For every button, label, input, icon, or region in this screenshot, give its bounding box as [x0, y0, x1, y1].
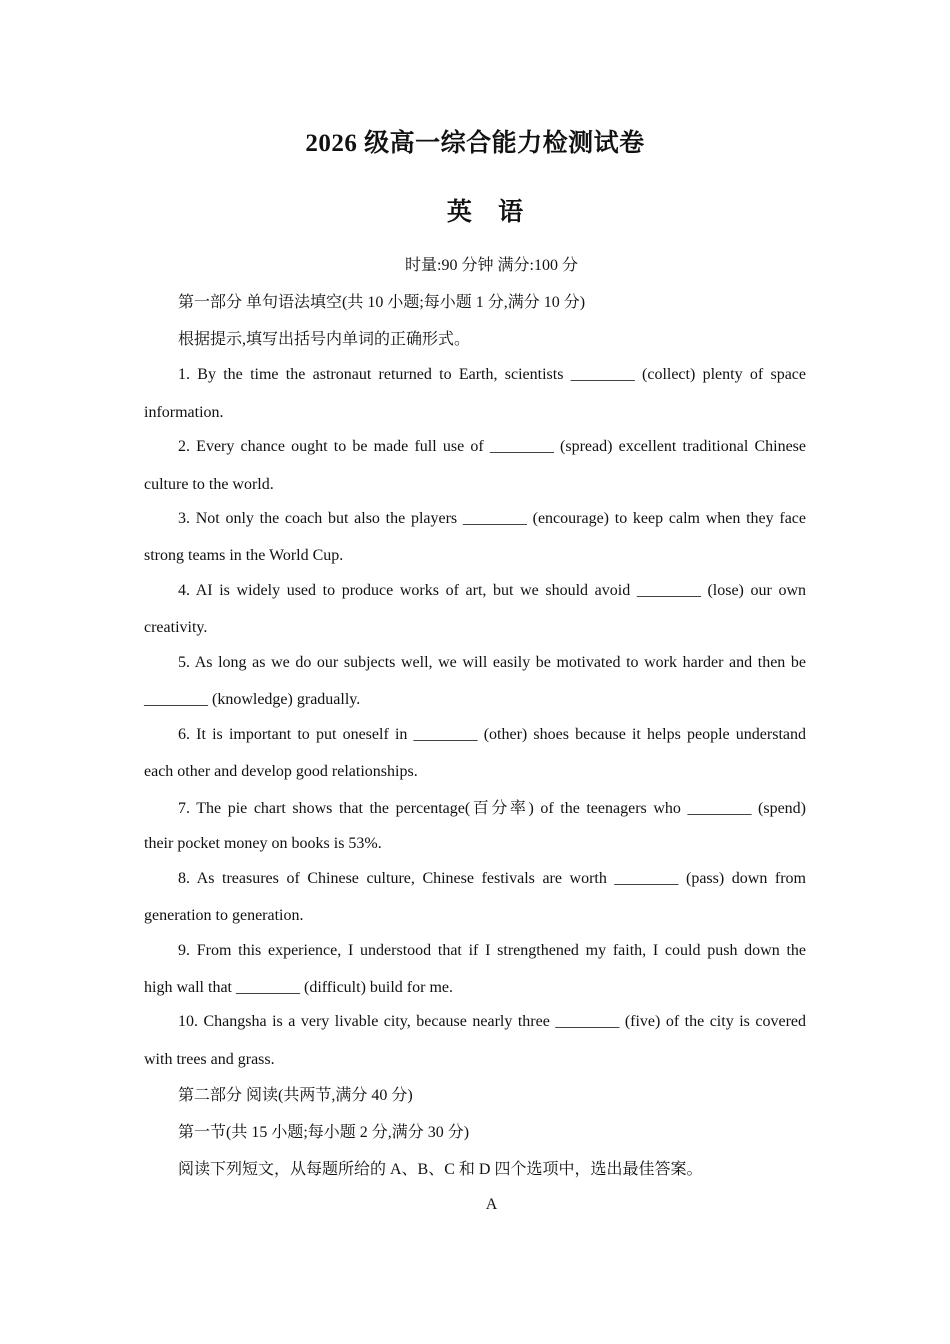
- part1-heading: 第一部分 单句语法填空(共 10 小题;每小题 1 分,满分 10 分): [178, 294, 586, 311]
- question-2-line1: 2. Every chance ought to be made full use of ________ (spread) excellent traditional Chinese: [178, 438, 806, 455]
- question-3-line1: 3. Not only the coach but also the players ________ (encourage) to keep calm when they face: [178, 510, 806, 527]
- question-1-line1: 1. By the time the astronaut returned to Earth, scientists ________ (collect) plenty of space: [178, 366, 806, 383]
- question-8-line1: 8. As treasures of Chinese culture, Chinese festivals are worth ________ (pass) down from: [178, 870, 806, 887]
- question-10-line2: with trees and grass.: [144, 1051, 275, 1068]
- exam-time-and-score: 时量:90 分钟 满分:100 分: [405, 257, 578, 274]
- exam-title: 2026 级高一综合能力检测试卷: [305, 130, 645, 157]
- question-6-line1: 6. It is important to put oneself in ________ (other) shoes because it helps people understand: [178, 726, 806, 743]
- question-1-line2: information.: [144, 404, 224, 421]
- question-10-line1: 10. Changsha is a very livable city, because nearly three ________ (five) of the city is covered: [178, 1013, 806, 1030]
- question-4-line1: 4. AI is widely used to produce works of art, but we should avoid ________ (lose) our own: [178, 582, 806, 599]
- question-9-line2: high wall that ________ (difficult) build for me.: [144, 979, 453, 996]
- part2-section1-heading: 第一节(共 15 小题;每小题 2 分,满分 30 分): [178, 1124, 470, 1141]
- question-5-line1: 5. As long as we do our subjects well, we will easily be motivated to work harder and then be: [178, 654, 806, 671]
- passage-label: A: [485, 1196, 498, 1213]
- part2-heading: 第二部分 阅读(共两节,满分 40 分): [178, 1087, 413, 1104]
- part1-instruction: 根据提示,填写出括号内单词的正确形式。: [178, 331, 471, 348]
- question-4-line2: creativity.: [144, 619, 208, 636]
- question-3-line2: strong teams in the World Cup.: [144, 547, 344, 564]
- question-6-line2: each other and develop good relationships.: [144, 763, 418, 780]
- question-8-line2: generation to generation.: [144, 907, 304, 924]
- question-7-line2: their pocket money on books is 53%.: [144, 835, 382, 852]
- question-5-line2: ________ (knowledge) gradually.: [144, 691, 361, 708]
- part2-instruction: 阅读下列短文，从每题所给的 A、B、C 和 D 四个选项中，选出最佳答案。: [178, 1161, 703, 1178]
- question-9-line1: 9. From this experience, I understood that if I strengthened my faith, I could push down the: [178, 942, 806, 959]
- subject-title: 英 语: [446, 199, 534, 226]
- question-2-line2: culture to the world.: [144, 476, 274, 493]
- question-7-line1: 7. The pie chart shows that the percentage(百分率) of the teenagers who ________ (spend): [178, 800, 806, 817]
